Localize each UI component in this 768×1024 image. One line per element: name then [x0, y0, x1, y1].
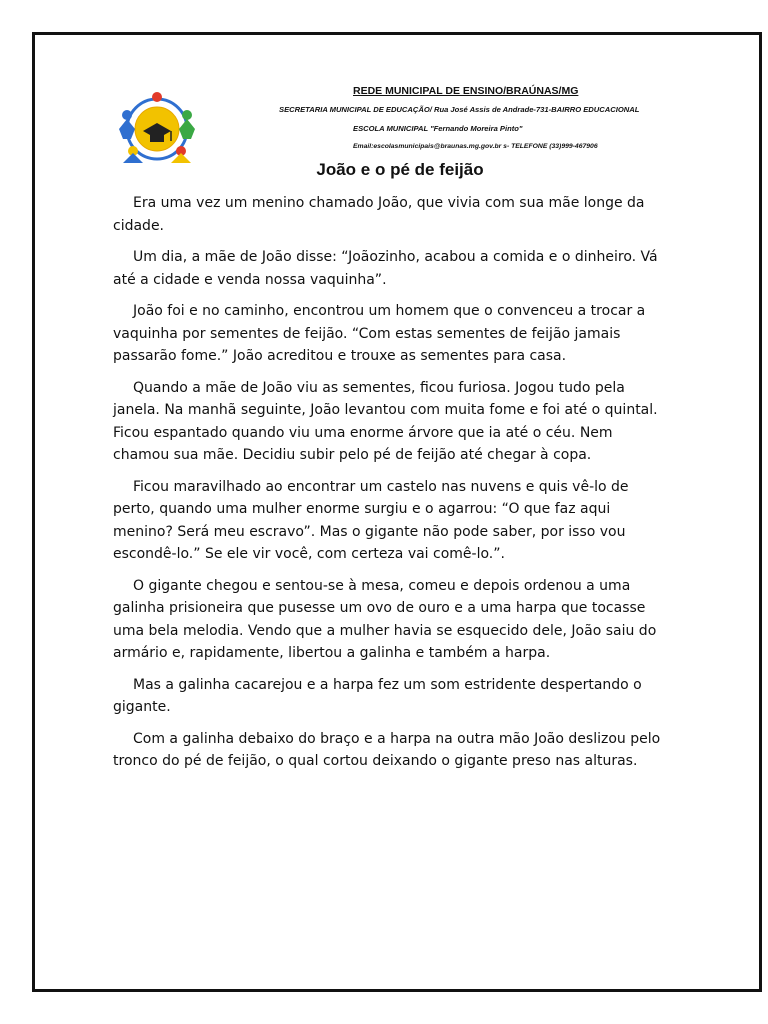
paragraph: Era uma vez um menino chamado João, que vivia com sua mãe longe da cidade. [113, 195, 645, 234]
paragraph: Quando a mãe de João viu as sementes, ficou furiosa. Jogou tudo pela janela. Na manhã seguinte, João levantou com muita fome e foi até o quintal. Ficou espantado quando viu uma enorme árvore que ia até o céu. Nem chamou sua mãe. Decidiu subir pelo pé de feijão até chegar à copa. [113, 379, 658, 463]
network-name: REDE MUNICIPAL DE ENSINO/BRAÚNAS/MG [353, 85, 579, 97]
paragraph: João foi e no caminho, encontrou um homem que o convenceu a trocar a vaquinha por sementes de feijão. “Com estas sementes de feijão jamais passarão fome.” João acreditou e trouxe as sementes para casa. [113, 303, 646, 364]
paragraph: Com a galinha debaixo do braço e a harpa na outra mão João deslizou pelo tronco do pé de feijão, o qual cortou deixando o gigante preso nas alturas. [113, 730, 661, 769]
paragraph: Um dia, a mãe de João disse: “Joãozinho, acabou a comida e o dinheiro. Vá até a cidade e venda nossa vaquinha”. [113, 249, 658, 288]
school-name: ESCOLA MUNICIPAL "Fernando Moreira Pinto" [353, 124, 523, 133]
contact-line: Email:escolasmunicipais@braunas.mg.gov.br s- TELEFONE (33)999-467906 [353, 143, 598, 150]
secretaria-line: SECRETARIA MUNICIPAL DE EDUCAÇÃO/ Rua José Assis de Andrade-731-BAIRRO EDUCACIONAL [279, 105, 640, 114]
paragraph: Ficou maravilhado ao encontrar um castelo nas nuvens e quis vê-lo de perto, quando uma mulher enorme surgiu e o agarrou: “O que faz aqui menino? Será meu escravo”. Mas o gigante não pode saber, por isso vou escondê-lo.” Se ele vir você, com certeza vai comê-lo.”. [113, 478, 629, 562]
paragraph: O gigante chegou e sentou-se à mesa, comeu e depois ordenou a uma galinha prisioneira que pusesse um ovo de ouro e a uma harpa que tocasse uma bela melodia. Vendo que a mulher havia se esquecido dele, João saiu do armário e, rapidamente, libertou a galinha e também a harpa. [113, 577, 657, 661]
paragraph: Mas a galinha cacarejou e a harpa fez um som estridente despertando o gigante. [113, 676, 642, 715]
story-body [113, 192, 673, 782]
document-page [32, 32, 762, 992]
story-title: João e o pé de feijão [316, 160, 484, 179]
